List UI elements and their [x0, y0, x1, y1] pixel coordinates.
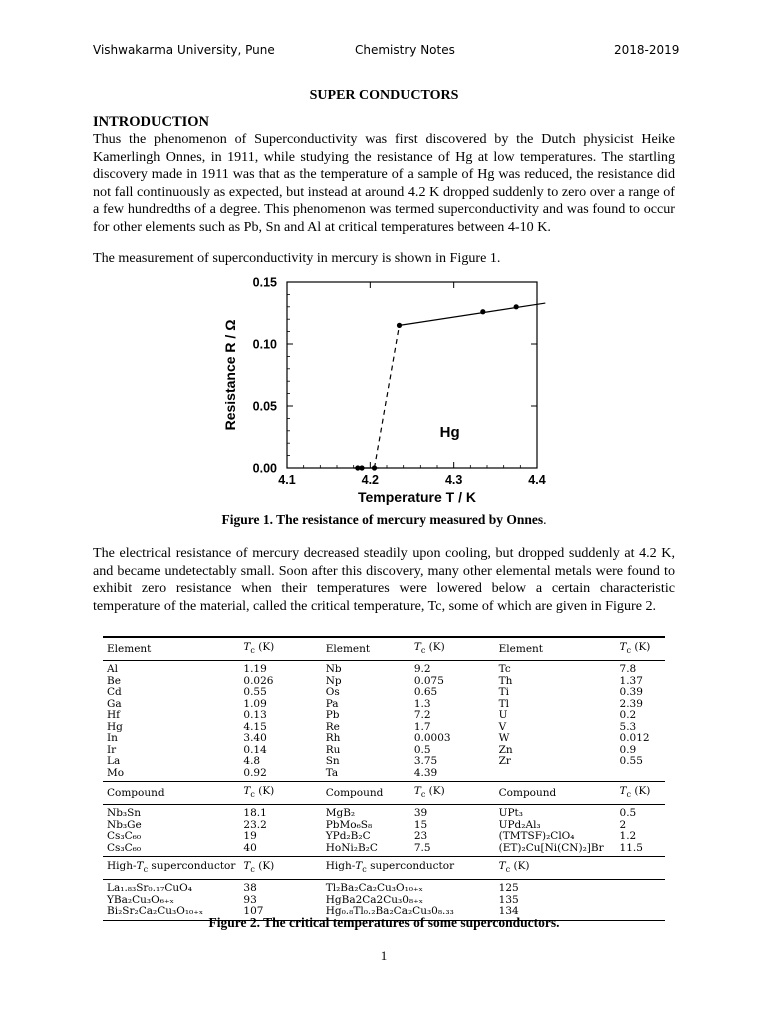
- table-cell: 5.3: [619, 720, 637, 733]
- table-header-row: [103, 857, 665, 880]
- table-row: [103, 733, 665, 745]
- table-cell: 38: [243, 882, 257, 895]
- table-cell: Tc: [498, 663, 511, 676]
- table-row: [103, 831, 665, 843]
- table-header-cell: Element: [322, 637, 410, 661]
- critical-temperature-table: [103, 636, 665, 921]
- table-cell: 0.026: [243, 674, 274, 687]
- table-header-cell: Element: [103, 637, 239, 661]
- table-cell: Tl₂Ba₂Ca₂Cu₃O₁₀₊ₓ: [325, 882, 424, 895]
- table-header-cell: $T_c$ (K): [239, 637, 321, 661]
- table-cell: Zn: [498, 743, 513, 756]
- table-cell: 15: [413, 818, 428, 831]
- table-cell: Ta: [322, 768, 410, 782]
- table-cell: Be: [107, 674, 121, 687]
- table-cell: 7.2: [413, 709, 431, 722]
- table-cell: 0.0003: [413, 732, 451, 745]
- x-tick-label: 4.3: [444, 473, 463, 487]
- table-cell: 93: [243, 893, 257, 906]
- header-subject: Chemistry Notes: [355, 43, 455, 57]
- table-header-cell: Compound: [103, 782, 239, 805]
- table-cell: 0.075: [413, 674, 444, 687]
- table-cell: Sn: [325, 755, 340, 768]
- table-cell: PbMo₆S₈: [325, 818, 373, 831]
- table-header-cell: $T_c$ (K): [410, 637, 495, 661]
- x-tick-label: 4.4: [528, 473, 546, 487]
- series-annotation: Hg: [439, 424, 460, 441]
- table-cell: V: [498, 720, 507, 733]
- data-point: [480, 309, 485, 314]
- table-cell: 135: [498, 893, 519, 906]
- table-header-cell: $T_c$ (K): [616, 637, 665, 661]
- table-row: [103, 699, 665, 711]
- table-cell: Ti: [498, 686, 510, 699]
- table-cell: Bi₂Sr₂Ca₂Cu₃O₁₀₊ₓ: [103, 906, 239, 920]
- table-cell: 23: [413, 830, 428, 843]
- y-tick-label: 0.00: [252, 461, 277, 476]
- table-header-cell: High-$T_c$ superconductor: [322, 857, 495, 880]
- table-header-cell: $T_c$ (K): [410, 782, 495, 805]
- normal-state-line: [400, 303, 546, 325]
- table-cell: 18.1: [243, 807, 267, 820]
- table-cell: 0.5: [413, 743, 431, 756]
- table-cell: YPd₂B₂C: [325, 830, 371, 843]
- table-cell: 4.39: [410, 768, 495, 782]
- y-tick-label: 0.05: [252, 399, 277, 414]
- table-row: [103, 805, 665, 820]
- table-cell: U: [498, 709, 508, 722]
- table-cell: 3.40: [243, 732, 267, 745]
- table-header-cell: $T_c$ (K): [495, 857, 665, 880]
- transition-dashed-line: [375, 325, 400, 468]
- table-cell: Re: [325, 720, 340, 733]
- figure2-caption: Figure 2. The critical temperatures of some superconductors.: [208, 915, 560, 930]
- table-row: [103, 756, 665, 768]
- table-header-cell: High-$T_c$ superconductor: [103, 857, 239, 880]
- header-institution: Vishwakarma University, Pune: [93, 43, 275, 57]
- table-cell: 0.55: [619, 755, 643, 768]
- page-number: 1: [380, 948, 388, 963]
- table-row: [103, 710, 665, 722]
- figure1-caption: [0, 512, 768, 528]
- data-point: [397, 323, 402, 328]
- x-tick-label: 4.1: [278, 473, 296, 487]
- table-cell: (ET)₂Cu[Ni(CN)₂]Br: [495, 843, 616, 857]
- page-title: SUPER CONDUCTORS: [309, 88, 459, 103]
- table-cell: 134: [495, 906, 665, 920]
- table-cell: 4.8: [243, 755, 261, 768]
- table-cell: Mo: [103, 768, 239, 782]
- y-tick-label: 0.10: [252, 337, 277, 352]
- table-row: [103, 880, 665, 895]
- table-cell: 0.39: [619, 686, 643, 699]
- table-cell: 1.2: [619, 830, 637, 843]
- table-cell: W: [498, 732, 510, 745]
- table-cell: Nb₃Sn: [107, 807, 142, 820]
- table-cell: UPd₂Al₃: [498, 818, 541, 831]
- table-row: [103, 745, 665, 757]
- table-cell: 0.5: [619, 807, 637, 820]
- table-cell: 0.2: [619, 709, 637, 722]
- x-tick-label: 4.2: [361, 473, 380, 487]
- y-axis-label: Resistance R / Ω: [222, 319, 238, 431]
- table-row: [103, 661, 665, 676]
- table-row: [103, 820, 665, 832]
- table-cell: UPt₃: [498, 807, 523, 820]
- table-cell: 1.19: [243, 663, 267, 676]
- table-cell: Cs₃C₆₀: [103, 843, 239, 857]
- table-cell: Cs₃C₆₀: [107, 830, 142, 843]
- table-cell: 0.65: [413, 686, 438, 699]
- table-cell: 19: [243, 830, 257, 843]
- table-row: [103, 676, 665, 688]
- figure-reference-paragraph: The measurement of superconductivity in mercury is shown in Figure 1.: [93, 250, 501, 266]
- table-cell: (TMTSF)₂ClO₄: [498, 830, 575, 843]
- table-cell: [495, 768, 616, 782]
- table-header-cell: $T_c$ (K): [616, 782, 665, 805]
- table-cell: Np: [325, 674, 342, 687]
- table-cell: 3.75: [413, 755, 438, 768]
- table-row: [103, 843, 665, 857]
- section-heading: INTRODUCTION: [93, 114, 210, 130]
- table-header-row: [103, 782, 665, 805]
- table-cell: 39: [413, 807, 428, 820]
- table-cell: 0.14: [243, 743, 267, 756]
- table-cell: 0.9: [619, 743, 637, 756]
- table-header-row: [103, 637, 665, 661]
- table-cell: 1.37: [619, 674, 643, 687]
- table-cell: Al: [107, 663, 118, 676]
- data-point: [372, 465, 377, 470]
- table-cell: HgBa2Ca2Cu₃0₈₊ₓ: [325, 893, 424, 906]
- resistance-chart: [205, 270, 565, 510]
- table-cell: HoNi₂B₂C: [322, 843, 410, 857]
- table-cell: 2.39: [619, 697, 643, 710]
- table-header-cell: $T_c$ (K): [239, 782, 321, 805]
- table-cell: Os: [325, 686, 340, 699]
- y-tick-label: 0.15: [252, 275, 277, 290]
- table-cell: 0.13: [243, 709, 267, 722]
- table-cell: La₁.₈₃Sr₀.₁₇CuO₄: [107, 882, 192, 895]
- figure1-caption-period: .: [543, 512, 547, 527]
- table-cell: 4.15: [243, 720, 267, 733]
- table-cell: Zr: [498, 755, 511, 768]
- table-cell: Ir: [107, 743, 117, 756]
- table-cell: 11.5: [616, 843, 665, 857]
- table-cell: Hg: [107, 720, 123, 733]
- data-point: [359, 465, 364, 470]
- table-cell: Rh: [325, 732, 341, 745]
- table-cell: MgB₂: [325, 807, 356, 820]
- table-cell: 1.09: [243, 697, 267, 710]
- table-cell: 9.2: [413, 663, 431, 676]
- table-cell: 2: [619, 818, 627, 831]
- table-cell: 7.5: [410, 843, 495, 857]
- data-point: [514, 304, 519, 309]
- table-cell: 23.2: [243, 818, 267, 831]
- table-cell: YBa₂Cu₃O₆₊ₓ: [107, 893, 174, 906]
- table-cell: Pb: [325, 709, 340, 722]
- table-cell: Ga: [107, 697, 122, 710]
- table-cell: Nb₃Ge: [107, 818, 142, 831]
- x-axis-label: Temperature T / K: [358, 489, 476, 505]
- table-cell: 107: [239, 906, 321, 920]
- header-year: 2018-2019: [614, 43, 680, 57]
- table-header-cell: Compound: [322, 782, 410, 805]
- table-cell: Cd: [107, 686, 122, 699]
- table-cell: 0.55: [243, 686, 267, 699]
- body-paragraph: The electrical resistance of mercury decreased steadily upon cooling, but dropped suddenly at 4.2 K, and became undetectably small. Soon after this discovery, many other elemental metals were found to exhibit zero resistance when their temperatures were lowered below a certain characteristic temperature of the material, called the critical temperature, Tc, some of which are given in Figure 2.: [93, 545, 675, 614]
- table-cell: 0.92: [239, 768, 321, 782]
- intro-paragraph: Thus the phenomenon of Superconductivity was first discovered by the Dutch physicist Heike Kamerlingh Onnes, in 1911, while studying the resistance of Hg at low temperatures. The startling discovery made in 1911 was that as the temperature of a sample of Hg was reduced, the resistance did not fall continuously as expected, but instead at around 4.2 K dropped suddenly to zero over a range of a few hundredths of a degree. This phenomenon was termed superconductivity and was found to occur for other elements such as Pb, Sn and Al at critical temperatures between 4-10 K.: [93, 131, 675, 235]
- table-cell: In: [107, 732, 118, 745]
- table-cell: Hf: [107, 709, 121, 722]
- table-row: [103, 768, 665, 782]
- table-cell: [616, 768, 665, 782]
- table-cell: Nb: [325, 663, 342, 676]
- table-row: [103, 722, 665, 734]
- table-cell: Tl: [498, 697, 510, 710]
- table-cell: Th: [498, 674, 513, 687]
- table-header-cell: Compound: [495, 782, 616, 805]
- table-cell: 125: [498, 882, 519, 895]
- table-cell: 7.8: [619, 663, 637, 676]
- table-cell: Ru: [325, 743, 341, 756]
- figure1-caption-text: Figure 1. The resistance of mercury measured by Onnes: [221, 512, 544, 527]
- table-cell: La: [107, 755, 121, 768]
- table-cell: Pa: [325, 697, 339, 710]
- table-cell: 0.012: [619, 732, 650, 745]
- table-cell: Hg₀.₈Tl₀.₂Ba₂Ca₂Cu₃0₈.₃₃: [322, 906, 495, 920]
- table-cell: 1.7: [413, 720, 431, 733]
- table-row: [103, 687, 665, 699]
- table-cell: 40: [239, 843, 321, 857]
- table-cell: 1.3: [413, 697, 431, 710]
- table-header-cell: $T_c$ (K): [239, 857, 321, 880]
- table-header-cell: Element: [495, 637, 616, 661]
